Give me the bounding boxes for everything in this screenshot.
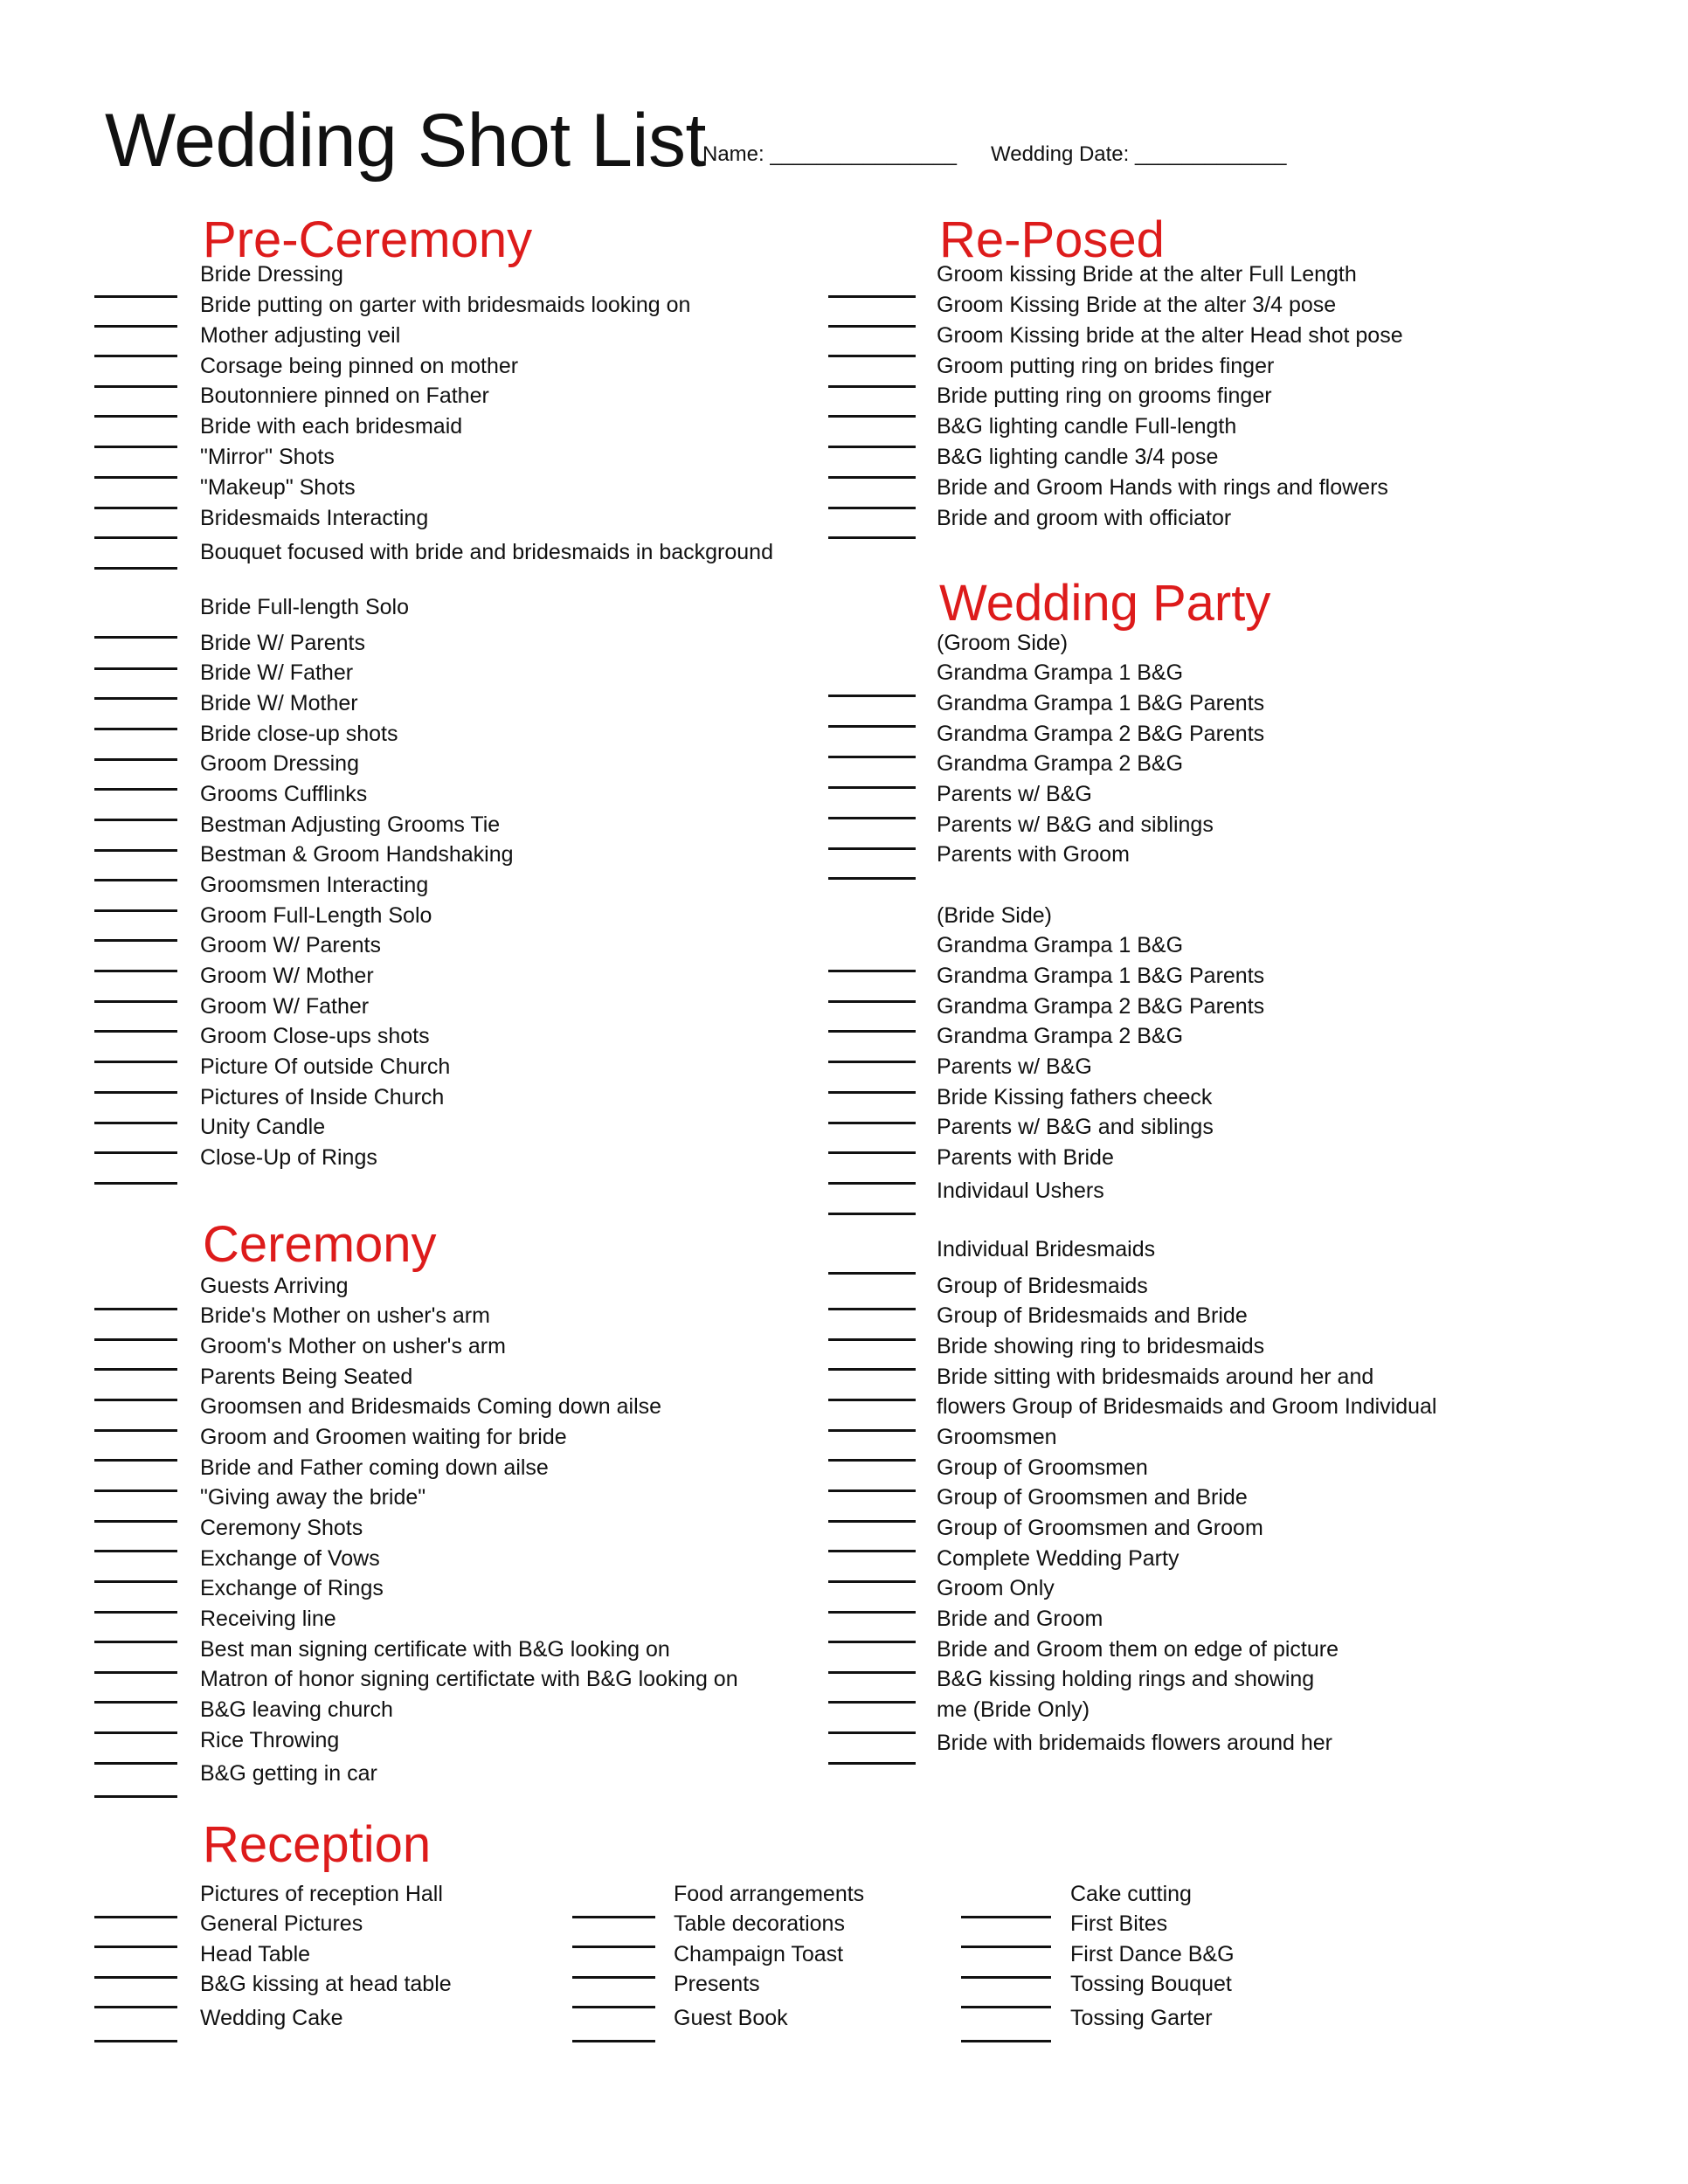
checkbox-blank-line[interactable] xyxy=(828,1459,916,1462)
shot-item-label: Unity Candle xyxy=(200,1115,326,1139)
checkbox-blank-line[interactable] xyxy=(94,1976,177,1979)
shot-item-label: Groom kissing Bride at the alter Full Length xyxy=(937,262,1357,287)
shot-item-label: Close-Up of Rings xyxy=(200,1145,377,1170)
section-heading-wedding-party: Wedding Party xyxy=(939,575,1271,632)
checkbox-blank-line[interactable] xyxy=(94,970,177,972)
shot-item-label: Boutonniere pinned on Father xyxy=(200,384,489,408)
shot-item-label: Groomsmen xyxy=(937,1425,1057,1449)
shot-item-label: Groom Close-ups shots xyxy=(200,1024,430,1048)
shot-item-label: Exchange of Vows xyxy=(200,1546,380,1571)
shot-item-label: Picture Of outside Church xyxy=(200,1054,451,1079)
shot-item-label: Group of Groomsmen and Bride xyxy=(937,1485,1248,1510)
checkbox-blank-line[interactable] xyxy=(94,728,177,730)
shot-item-label: Pictures of reception Hall xyxy=(200,1882,443,1906)
checkbox-blank-line[interactable] xyxy=(94,415,177,418)
shot-item-label: Bride W/ Parents xyxy=(200,631,365,655)
checkbox-blank-line[interactable] xyxy=(94,1030,177,1033)
shot-item-label: Bridesmaids Interacting xyxy=(200,506,429,530)
checkbox-blank-line[interactable] xyxy=(94,1641,177,1643)
checkbox-blank-line[interactable] xyxy=(828,1671,916,1674)
checkbox-blank-line[interactable] xyxy=(961,2040,1051,2042)
page-title: Wedding Shot List xyxy=(105,99,706,183)
shot-item-label: Mother adjusting veil xyxy=(200,323,401,348)
checkbox-blank-line[interactable] xyxy=(94,536,177,539)
checkbox-blank-line[interactable] xyxy=(828,1611,916,1614)
shot-item-label: Complete Wedding Party xyxy=(937,1546,1180,1571)
shot-item-label: Group of Bridesmaids and Bride xyxy=(937,1303,1248,1328)
shot-item-label: Parents w/ B&G xyxy=(937,782,1092,806)
checkbox-blank-line[interactable] xyxy=(94,788,177,791)
shot-item-label: Groom Only xyxy=(937,1576,1055,1600)
shot-item-label: Groom W/ Parents xyxy=(200,933,381,957)
checkbox-blank-line[interactable] xyxy=(94,446,177,448)
section-heading-reception: Reception xyxy=(203,1816,432,1873)
shot-item-label: Bride W/ Mother xyxy=(200,691,358,715)
shot-item-label: Matron of honor signing certifictate with B&G looking on xyxy=(200,1667,738,1691)
shot-item-label: Individual Bridesmaids xyxy=(937,1237,1156,1261)
shot-item-label: Pictures of Inside Church xyxy=(200,1085,445,1109)
checkbox-blank-line[interactable] xyxy=(828,1213,916,1215)
shot-item-label: me (Bride Only) xyxy=(937,1697,1090,1722)
shot-item-label: Bride Kissing fathers cheeck xyxy=(937,1085,1213,1109)
checkbox-blank-line[interactable] xyxy=(828,1091,916,1094)
checkbox-blank-line[interactable] xyxy=(94,1368,177,1371)
checkbox-blank-line[interactable] xyxy=(94,1308,177,1310)
shot-item-label: Groom putting ring on brides finger xyxy=(937,354,1275,378)
shot-item-label: "Mirror" Shots xyxy=(200,445,335,469)
checkbox-blank-line[interactable] xyxy=(828,1122,916,1124)
checkbox-blank-line[interactable] xyxy=(94,1550,177,1552)
shot-item-label: Parents w/ B&G and siblings xyxy=(937,812,1214,837)
checkbox-blank-line[interactable] xyxy=(94,697,177,700)
shot-item-label: Champaign Toast xyxy=(674,1942,844,1966)
checkbox-blank-line[interactable] xyxy=(828,817,916,819)
checkbox-blank-line[interactable] xyxy=(94,1489,177,1492)
checkbox-blank-line[interactable] xyxy=(828,1030,916,1033)
shot-item-label: flowers Group of Bridesmaids and Groom Individual xyxy=(937,1394,1437,1419)
shot-item-label: Cake cutting xyxy=(1070,1882,1192,1906)
shot-item-label: (Groom Side) xyxy=(937,631,1069,655)
checkbox-blank-line[interactable] xyxy=(94,2040,177,2042)
checkbox-blank-line[interactable] xyxy=(94,1399,177,1401)
checkbox-blank-line[interactable] xyxy=(94,879,177,881)
shot-item-label: Bride and Groom xyxy=(937,1607,1103,1631)
checkbox-blank-line[interactable] xyxy=(828,1429,916,1432)
shot-item-label: Bride close-up shots xyxy=(200,722,398,746)
shot-item-label: B&G leaving church xyxy=(200,1697,393,1722)
checkbox-blank-line[interactable] xyxy=(828,1489,916,1492)
checkbox-blank-line[interactable] xyxy=(828,1000,916,1003)
checkbox-blank-line[interactable] xyxy=(828,1550,916,1552)
checkbox-blank-line[interactable] xyxy=(828,1272,916,1275)
checkbox-blank-line[interactable] xyxy=(828,325,916,328)
checkbox-blank-line[interactable] xyxy=(572,1946,655,1948)
checkbox-blank-line[interactable] xyxy=(828,877,916,880)
shot-item-label: First Bites xyxy=(1070,1911,1168,1936)
checkbox-blank-line[interactable] xyxy=(828,1151,916,1154)
checkbox-blank-line[interactable] xyxy=(94,1611,177,1614)
checkbox-blank-line[interactable] xyxy=(94,476,177,479)
shot-item-label: Ceremony Shots xyxy=(200,1516,363,1540)
checkbox-blank-line[interactable] xyxy=(828,847,916,850)
checkbox-blank-line[interactable] xyxy=(572,1976,655,1979)
shot-item-label: Grandma Grampa 2 B&G Parents xyxy=(937,722,1265,746)
checkbox-blank-line[interactable] xyxy=(828,756,916,758)
checkbox-blank-line[interactable] xyxy=(961,1946,1051,1948)
shot-item-label: B&G lighting candle 3/4 pose xyxy=(937,445,1219,469)
checkbox-blank-line[interactable] xyxy=(572,1916,655,1918)
shot-item-label: Bride Full-length Solo xyxy=(200,595,410,619)
checkbox-blank-line[interactable] xyxy=(828,1701,916,1704)
checkbox-blank-line[interactable] xyxy=(828,476,916,479)
checkbox-blank-line[interactable] xyxy=(828,725,916,728)
checkbox-blank-line[interactable] xyxy=(94,1946,177,1948)
shot-item-label: Individaul Ushers xyxy=(937,1178,1104,1203)
checkbox-blank-line[interactable] xyxy=(828,1399,916,1401)
shot-item-label: Grandma Grampa 1 B&G xyxy=(937,933,1184,957)
checkbox-blank-line[interactable] xyxy=(828,1580,916,1583)
checkbox-blank-line[interactable] xyxy=(572,2006,655,2008)
shot-item-label: Bride putting on garter with bridesmaids looking on xyxy=(200,293,691,317)
shot-item-label: Group of Groomsmen and Groom xyxy=(937,1516,1263,1540)
shot-item-label: Bride Dressing xyxy=(200,262,343,287)
shot-item-label: Bride with bridemaids flowers around her xyxy=(937,1731,1332,1755)
shot-item-label: Parents Being Seated xyxy=(200,1365,413,1389)
wedding-date-field: Wedding Date: _____________ xyxy=(991,142,1287,166)
checkbox-blank-line[interactable] xyxy=(94,385,177,388)
checkbox-blank-line[interactable] xyxy=(961,2006,1051,2008)
shot-item-label: Groom Full-Length Solo xyxy=(200,903,432,928)
checkbox-blank-line[interactable] xyxy=(961,1976,1051,1979)
shot-item-label: Groom Kissing bride at the alter Head shot pose xyxy=(937,323,1403,348)
checkbox-blank-line[interactable] xyxy=(94,819,177,821)
shot-item-label: Bestman & Groom Handshaking xyxy=(200,842,514,867)
shot-item-label: Bride with each bridesmaid xyxy=(200,414,463,439)
checkbox-blank-line[interactable] xyxy=(94,1795,177,1798)
section-heading-re-posed: Re-Posed xyxy=(939,211,1165,268)
checkbox-blank-line[interactable] xyxy=(828,1368,916,1371)
checkbox-blank-line[interactable] xyxy=(94,355,177,357)
checkbox-blank-line[interactable] xyxy=(94,1671,177,1674)
checkbox-blank-line[interactable] xyxy=(94,1429,177,1432)
shot-item-label: Rice Throwing xyxy=(200,1728,340,1752)
shot-item-label: Groom W/ Father xyxy=(200,994,370,1019)
shot-item-label: Grooms Cufflinks xyxy=(200,782,368,806)
checkbox-blank-line[interactable] xyxy=(94,1122,177,1124)
shot-item-label: Guests Arriving xyxy=(200,1274,349,1298)
shot-item-label: Groomsen and Bridesmaids Coming down ailse xyxy=(200,1394,662,1419)
checkbox-blank-line[interactable] xyxy=(94,909,177,912)
checkbox-blank-line[interactable] xyxy=(828,446,916,448)
shot-item-label: Groom's Mother on usher's arm xyxy=(200,1334,506,1358)
shot-item-label: Grandma Grampa 1 B&G xyxy=(937,660,1184,685)
checkbox-blank-line[interactable] xyxy=(828,507,916,509)
section-heading-ceremony: Ceremony xyxy=(203,1216,437,1273)
shot-item-label: Groom W/ Mother xyxy=(200,964,374,988)
checkbox-blank-line[interactable] xyxy=(94,1151,177,1154)
shot-item-label: Grandma Grampa 1 B&G Parents xyxy=(937,964,1265,988)
checkbox-blank-line[interactable] xyxy=(94,295,177,298)
shot-item-label: Corsage being pinned on mother xyxy=(200,354,519,378)
checkbox-blank-line[interactable] xyxy=(94,758,177,761)
shot-item-label: B&G lighting candle Full-length xyxy=(937,414,1237,439)
checkbox-blank-line[interactable] xyxy=(94,1701,177,1704)
checkbox-blank-line[interactable] xyxy=(94,507,177,509)
checkbox-blank-line[interactable] xyxy=(572,2040,655,2042)
checkbox-blank-line[interactable] xyxy=(828,355,916,357)
checkbox-blank-line[interactable] xyxy=(828,970,916,972)
shot-item-label: Parents w/ B&G xyxy=(937,1054,1092,1079)
checkbox-blank-line[interactable] xyxy=(94,1731,177,1734)
shot-item-label: "Giving away the bride" xyxy=(200,1485,426,1510)
shot-item-label: Parents w/ B&G and siblings xyxy=(937,1115,1214,1139)
shot-item-label: Bride W/ Father xyxy=(200,660,354,685)
checkbox-blank-line[interactable] xyxy=(94,1061,177,1063)
shot-item-label: Grandma Grampa 2 B&G xyxy=(937,751,1184,776)
shot-item-label: Bride and Groom them on edge of picture xyxy=(937,1637,1339,1662)
checkbox-blank-line[interactable] xyxy=(828,1338,916,1341)
checkbox-blank-line[interactable] xyxy=(94,2006,177,2008)
checkbox-blank-line[interactable] xyxy=(94,1182,177,1185)
checkbox-blank-line[interactable] xyxy=(828,385,916,388)
shot-item-label: Tossing Bouquet xyxy=(1070,1972,1232,1996)
checkbox-blank-line[interactable] xyxy=(94,325,177,328)
checkbox-blank-line[interactable] xyxy=(828,1308,916,1310)
shot-item-label: Bride's Mother on usher's arm xyxy=(200,1303,490,1328)
checkbox-blank-line[interactable] xyxy=(828,1061,916,1063)
shot-item-label: B&G kissing at head table xyxy=(200,1972,452,1996)
shot-item-label: "Makeup" Shots xyxy=(200,475,356,500)
checkbox-blank-line[interactable] xyxy=(828,536,916,539)
shot-item-label: Receiving line xyxy=(200,1607,336,1631)
shot-item-label: Presents xyxy=(674,1972,760,1996)
shot-item-label: Group of Bridesmaids xyxy=(937,1274,1148,1298)
shot-item-label: Group of Groomsmen xyxy=(937,1455,1148,1480)
checkbox-blank-line[interactable] xyxy=(94,1338,177,1341)
shot-item-label: Bride putting ring on grooms finger xyxy=(937,384,1272,408)
checkbox-blank-line[interactable] xyxy=(828,695,916,697)
checkbox-blank-line[interactable] xyxy=(828,786,916,789)
shot-item-label: Grandma Grampa 1 B&G Parents xyxy=(937,691,1265,715)
checkbox-blank-line[interactable] xyxy=(828,1182,916,1185)
checkbox-blank-line[interactable] xyxy=(961,1916,1051,1918)
checkbox-blank-line[interactable] xyxy=(828,415,916,418)
checkbox-blank-line[interactable] xyxy=(94,1916,177,1918)
checkbox-blank-line[interactable] xyxy=(94,1091,177,1094)
shot-item-label: General Pictures xyxy=(200,1911,363,1936)
checkbox-blank-line[interactable] xyxy=(94,849,177,852)
shot-item-label: Head Table xyxy=(200,1942,311,1966)
shot-item-label: Food arrangements xyxy=(674,1882,865,1906)
shot-item-label: Bestman Adjusting Grooms Tie xyxy=(200,812,501,837)
shot-item-label: Tossing Garter xyxy=(1070,2006,1213,2030)
shot-item-label: Parents with Groom xyxy=(937,842,1130,867)
shot-item-label: Bride sitting with bridesmaids around her and xyxy=(937,1365,1374,1389)
shot-item-label: Groom and Groomen waiting for bride xyxy=(200,1425,567,1449)
checkbox-blank-line[interactable] xyxy=(94,1580,177,1583)
checkbox-blank-line[interactable] xyxy=(94,667,177,670)
shot-item-label: Bride and Father coming down ailse xyxy=(200,1455,549,1480)
shot-item-label: Table decorations xyxy=(674,1911,845,1936)
checkbox-blank-line[interactable] xyxy=(94,567,177,570)
shot-item-label: Guest Book xyxy=(674,2006,788,2030)
section-heading-pre-ceremony: Pre-Ceremony xyxy=(203,211,533,268)
checkbox-blank-line[interactable] xyxy=(94,636,177,639)
checkbox-blank-line[interactable] xyxy=(828,1520,916,1523)
checkbox-blank-line[interactable] xyxy=(94,1459,177,1462)
shot-item-label: Wedding Cake xyxy=(200,2006,343,2030)
shot-item-label: Groom Dressing xyxy=(200,751,359,776)
shot-item-label: Exchange of Rings xyxy=(200,1576,384,1600)
name-field: Name: ________________ xyxy=(702,142,957,166)
checkbox-blank-line[interactable] xyxy=(94,1000,177,1003)
shot-item-label: Grandma Grampa 2 B&G xyxy=(937,1024,1184,1048)
checkbox-blank-line[interactable] xyxy=(828,1731,916,1734)
shot-item-label: Best man signing certificate with B&G looking on xyxy=(200,1637,670,1662)
shot-item-label: B&G kissing holding rings and showing xyxy=(937,1667,1315,1691)
checkbox-blank-line[interactable] xyxy=(828,1641,916,1643)
shot-item-label: B&G getting in car xyxy=(200,1761,377,1786)
shot-item-label: Parents with Bride xyxy=(937,1145,1114,1170)
shot-item-label: Groomsmen Interacting xyxy=(200,873,429,897)
checkbox-blank-line[interactable] xyxy=(94,939,177,942)
shot-item-label: Groom Kissing Bride at the alter 3/4 pose xyxy=(937,293,1337,317)
shot-item-label: First Dance B&G xyxy=(1070,1942,1235,1966)
shot-item-label: Grandma Grampa 2 B&G Parents xyxy=(937,994,1265,1019)
shot-item-label: (Bride Side) xyxy=(937,903,1052,928)
checkbox-blank-line[interactable] xyxy=(828,1762,916,1765)
shot-item-label: Bride and groom with officiator xyxy=(937,506,1232,530)
shot-item-label: Bouquet focused with bride and bridesmaids in background xyxy=(200,540,773,564)
checkbox-blank-line[interactable] xyxy=(828,295,916,298)
shot-item-label: Bride and Groom Hands with rings and flowers xyxy=(937,475,1388,500)
checkbox-blank-line[interactable] xyxy=(94,1520,177,1523)
shot-item-label: Bride showing ring to bridesmaids xyxy=(937,1334,1265,1358)
checkbox-blank-line[interactable] xyxy=(94,1762,177,1765)
